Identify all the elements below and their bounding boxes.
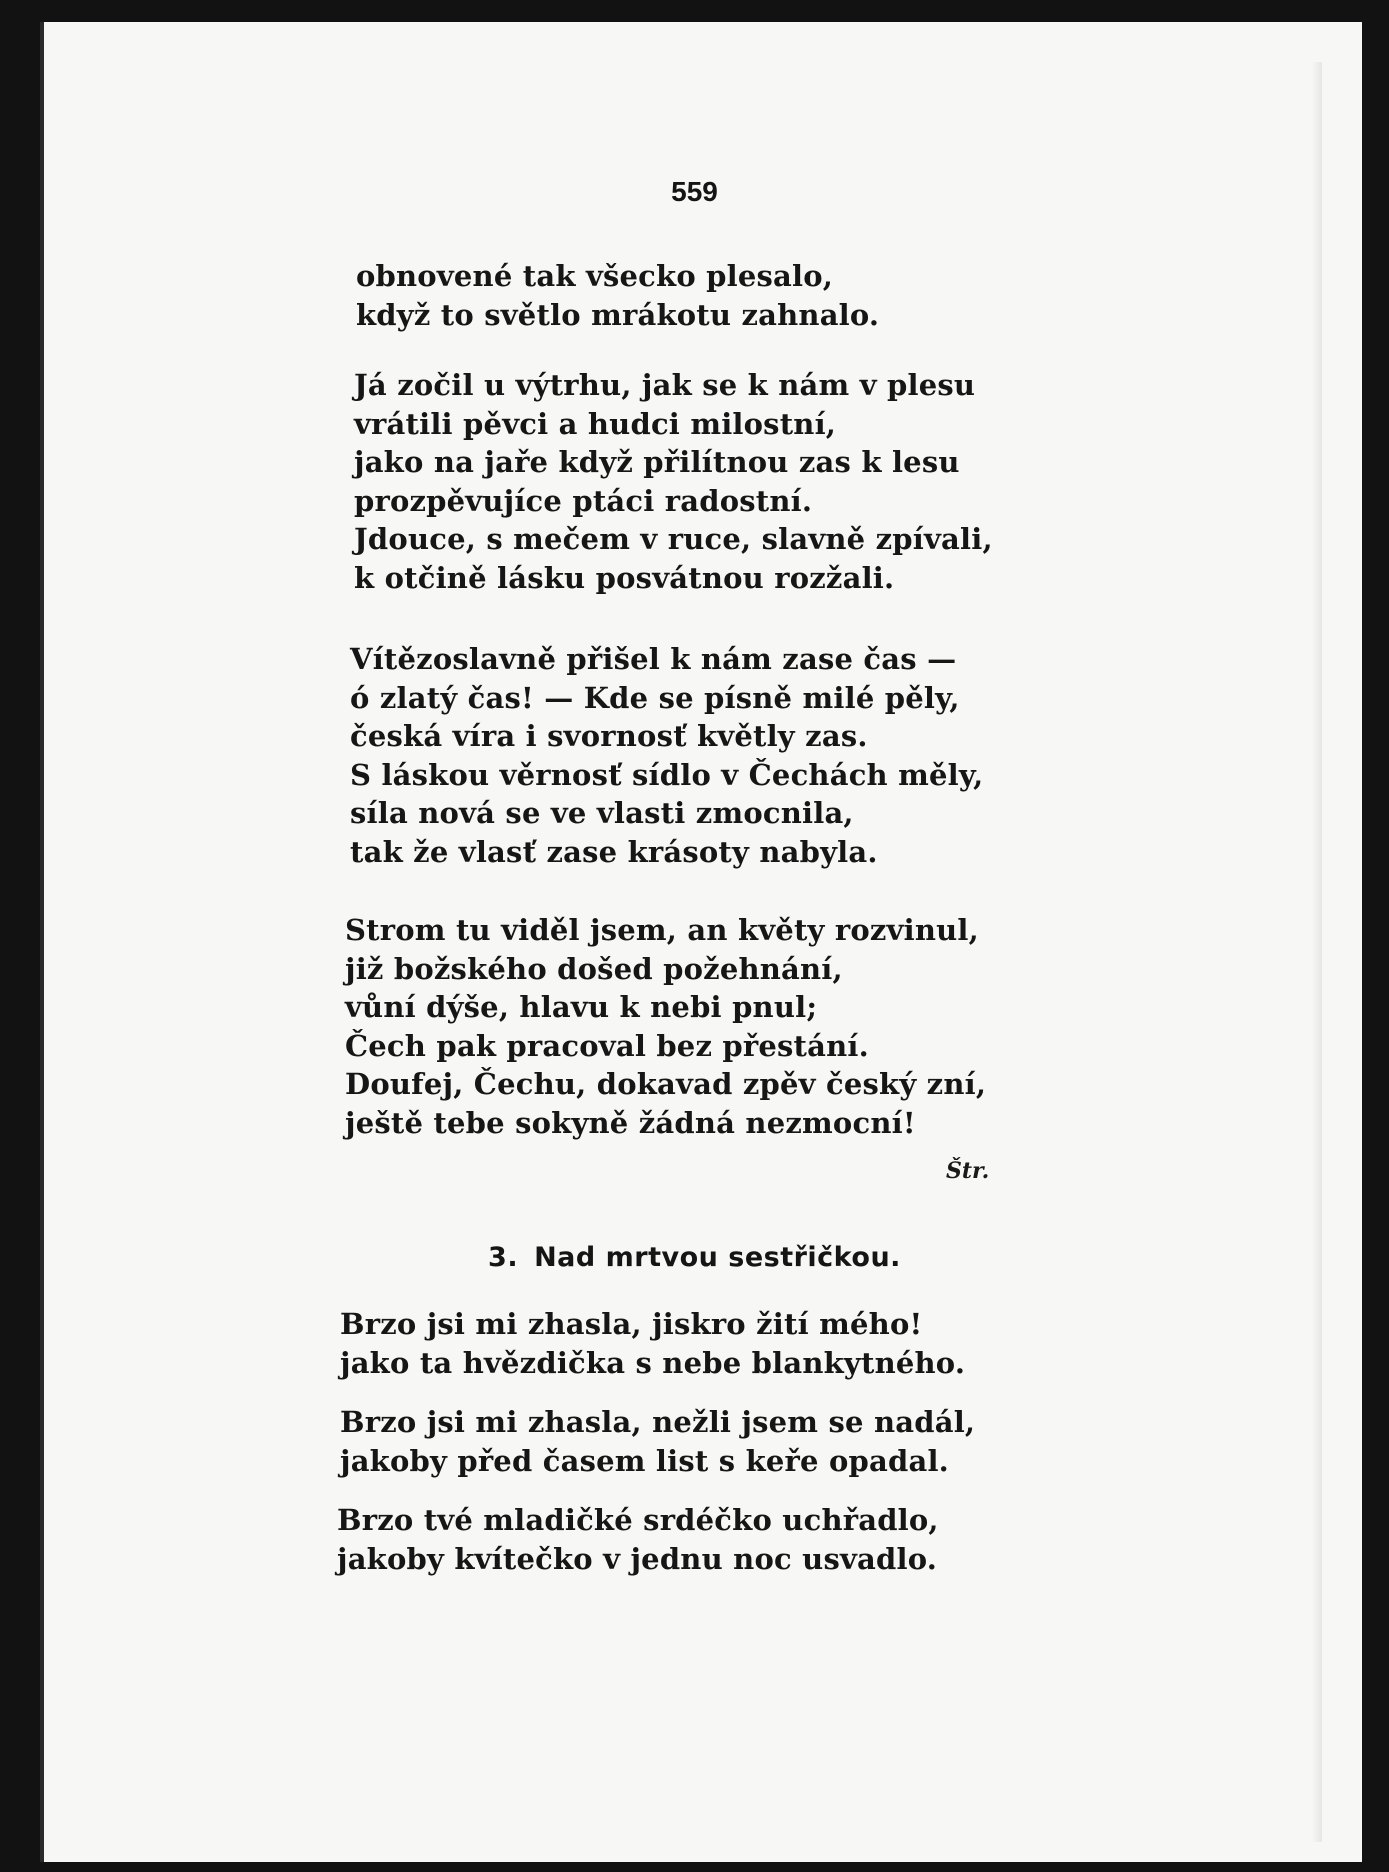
author-signature: Štr. (946, 1158, 990, 1184)
verse-line: Brzo jsi mi zhasla, nežli jsem se nadál, (340, 1405, 976, 1439)
verse-line: Brzo jsi mi zhasla, jiskro žití mého! (340, 1307, 923, 1341)
verse-line: síla nová se ve vlasti zmocnila, (350, 796, 854, 830)
verse-line: Strom tu viděl jsem, an květy rozvinul, (345, 913, 979, 947)
verse-line: ještě tebe sokyně žádná nezmocní! (345, 1105, 916, 1140)
verse-line: Já zočil u výtrhu, jak se k nám v plesu (354, 368, 976, 402)
verse-line: jako ta hvězdička s nebe blankytného. (340, 1345, 966, 1380)
stanza-4 (345, 911, 986, 1142)
page-edge-shadow (1312, 62, 1322, 1842)
next-stanza-2 (340, 1403, 975, 1480)
verse-line: jako na jaře když přilítnou zas k lesu (354, 445, 960, 479)
verse-line: jakoby kvítečko v jednu noc usvadlo. (337, 1541, 938, 1576)
verse-line: jakoby před časem list s keře opadal. (340, 1443, 949, 1478)
next-stanza-1 (340, 1305, 965, 1382)
page-number: 559 (671, 176, 718, 207)
verse-line: S láskou věrnosť sídlo v Čechách měly, (350, 757, 984, 792)
verse-line: Jdouce, s mečem v ruce, slavně zpívali, (354, 522, 993, 556)
verse-line: Čech pak pracoval bez přestání. (345, 1028, 869, 1063)
verse-line: již božského došed požehnání, (345, 951, 843, 986)
verse-line: Brzo tvé mladičké srdéčko uchřadlo, (337, 1503, 939, 1537)
verse-line: když to světlo mrákotu zahnalo. (356, 297, 880, 332)
verse-line: prozpěvujíce ptáci radostní. (354, 483, 813, 518)
poem-number: 3. (488, 1242, 519, 1273)
verse-line: obnovené tak všecko plesalo, (356, 259, 834, 293)
verse-line: tak že vlasť zase krásoty nabyla. (350, 834, 878, 869)
verse-line: vrátili pěvci a hudci milostní, (354, 406, 837, 441)
next-stanza-3 (337, 1501, 939, 1578)
verse-line: česká víra i svornosť květly zas. (350, 719, 868, 753)
verse-line: Doufej, Čechu, dokavad zpěv český zní, (345, 1067, 987, 1101)
poem-heading (0, 1242, 1389, 1273)
poem-title: Nad mrtvou sestřičkou. (534, 1242, 901, 1273)
verse-line: k otčině lásku posvátnou rozžali. (354, 560, 895, 595)
stanza-2 (354, 366, 993, 597)
verse-line: ó zlatý čas! — Kde se písně milé pěly, (350, 680, 960, 715)
stanza-3 (350, 640, 983, 871)
stanza-1 (356, 257, 879, 334)
verse-line: vůní dýše, hlavu k nebi pnul; (345, 990, 818, 1024)
verse-line: Vítězoslavně přišel k nám zase čas — (350, 642, 957, 676)
